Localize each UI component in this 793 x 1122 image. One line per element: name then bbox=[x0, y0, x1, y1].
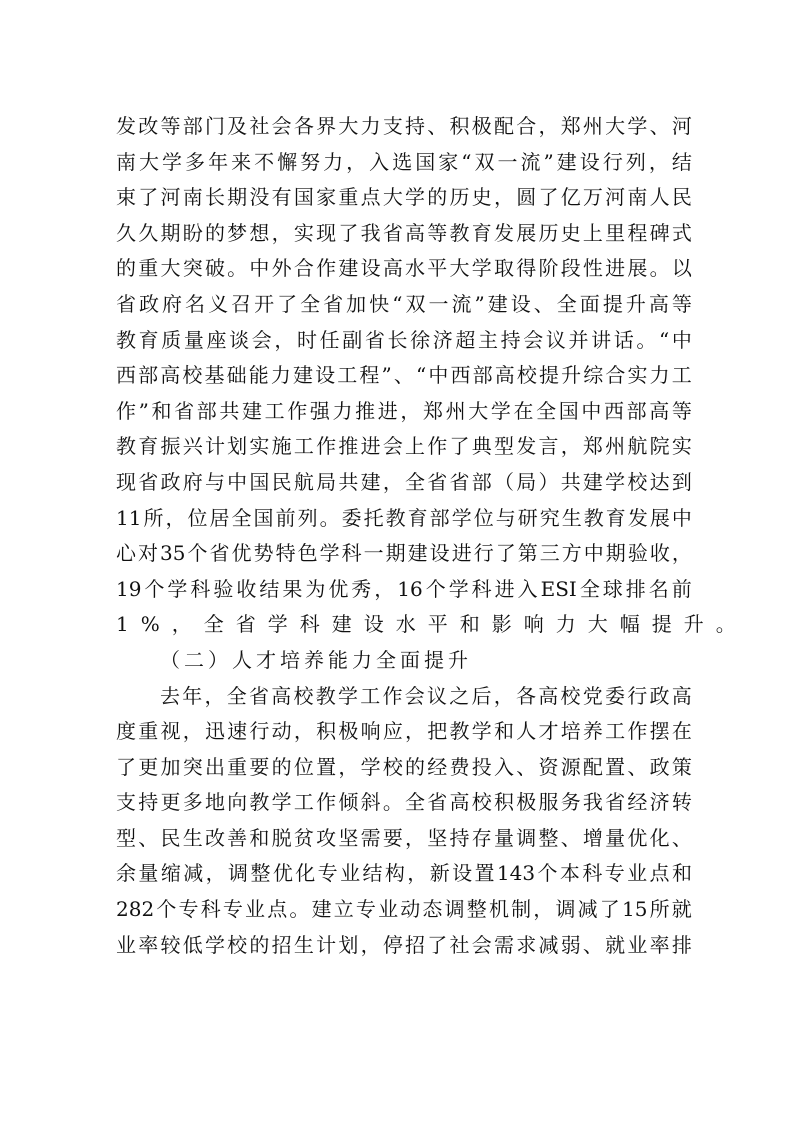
text-line: 11 所 ， 位 居 全 国 前 列 。 委 托 教 育 部 学 位 与 研 究 生 教 育 发 展 中 bbox=[116, 505, 692, 530]
text-line: 去 年 ， 全 省 高 校 教 学 工 作 会 议 之 后 ， 各 高 校 党 委 行 政 高 bbox=[160, 683, 692, 708]
text-line: 久 久 期 盼 的 梦 想 ， 实 现 了 我 省 高 等 教 育 发 展 历 史 上 里 程 碑 式 bbox=[116, 220, 692, 245]
text-line: 的 重 大 突 破 。 中 外 合 作 建 设 高 水 平 大 学 取 得 阶 段 性 进 展 。 以 bbox=[116, 256, 692, 281]
text-line: 南 大 学 多 年 来 不 懈 努 力 ， 入 选 国 家 “ 双 一 流 ” 建 设 行 列 ， 结 bbox=[116, 149, 692, 174]
text-line: 教 育 振 兴 计 划 实 施 工 作 推 进 会 上 作 了 典 型 发 言 ， 郑 州 航 院 实 bbox=[116, 434, 692, 459]
text-line: 支 持 更 多 地 向 教 学 工 作 倾 斜 。 全 省 高 校 积 极 服 务 我 省 经 济 转 bbox=[116, 790, 692, 815]
text-line: 西 部 高 校 基 础 能 力 建 设 工 程 ” 、 “ 中 西 部 高 校 提 升 综 合 实 力 工 bbox=[116, 363, 692, 388]
paragraph-discipline-construction bbox=[116, 109, 748, 643]
section-heading: （二）人才培养能力全面提升 bbox=[160, 647, 472, 672]
text-line: 282 个 专 科 专 业 点 。 建 立 专 业 动 态 调 整 机 制 ， 调 减 了 15 所 就 bbox=[116, 897, 692, 922]
text-line: 19 个 学 科 验 收 结 果 为 优 秀 ， 16 个 学 科 进 入 ESI 全 球 排 名 前 bbox=[116, 576, 692, 601]
text-line: 现 省 政 府 与 中 国 民 航 局 共 建 ， 全 省 省 部 （ 局 ） 共 建 学 校 达 到 bbox=[116, 469, 692, 494]
text-line: 余 量 缩 减 ， 调 整 优 化 专 业 结 构 ， 新 设 置 143 个 本 科 专 业 点 和 bbox=[116, 861, 692, 886]
text-line: 了 更 加 突 出 重 要 的 位 置 ， 学 校 的 经 费 投 入 、 资 源 配 置 、 政 策 bbox=[116, 754, 692, 779]
text-line: 发 改 等 部 门 及 社 会 各 界 大 力 支 持 、 积 极 配 合 ， 郑 州 大 学 、 河 bbox=[116, 114, 692, 138]
text-line: 作 ” 和 省 部 共 建 工 作 强 力 推 进 ， 郑 州 大 学 在 全 国 中 西 部 高 等 bbox=[116, 398, 692, 423]
text-line: 1%，全省学科建设水平和影响力大幅提升。 bbox=[116, 612, 748, 637]
paragraph-talent-cultivation bbox=[116, 679, 696, 964]
text-line: 束 了 河 南 长 期 没 有 国 家 重 点 大 学 的 历 史 ， 圆 了 亿 万 河 南 人 民 bbox=[116, 185, 692, 210]
text-line: 型 、 民 生 改 善 和 脱 贫 攻 坚 需 要 ， 坚 持 存 量 调 整 、 增 量 优 化 、 bbox=[116, 825, 692, 850]
text-line: 业 率 较 低 学 校 的 招 生 计 划 ， 停 招 了 社 会 需 求 减 弱 、 就 业 率 排 bbox=[116, 932, 692, 957]
document-page bbox=[116, 109, 748, 963]
text-line: 心 对 35 个 省 优 势 特 色 学 科 一 期 建 设 进 行 了 第 三 方 中 期 验 收 ， bbox=[116, 541, 692, 566]
text-line: 教 育 质 量 座 谈 会 ， 时 任 副 省 长 徐 济 超 主 持 会 议 并 讲 话 。 “ 中 bbox=[116, 327, 692, 352]
text-line: 省 政 府 名 义 召 开 了 全 省 加 快 “ 双 一 流 ” 建 设 、 全 面 提 升 高 等 bbox=[116, 291, 692, 316]
text-line: 度 重 视 ， 迅 速 行 动 ， 积 极 响 应 ， 把 教 学 和 人 才 培 养 工 作 摆 在 bbox=[116, 719, 692, 744]
